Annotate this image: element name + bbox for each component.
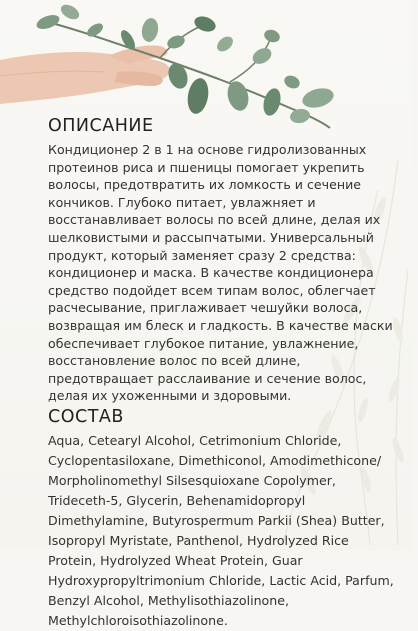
description-title: ОПИСАНИЕ xyxy=(48,116,154,136)
content-area xyxy=(48,114,394,631)
composition-title: СОСТАВ xyxy=(48,406,124,427)
composition-text: Aqua, Cetearyl Alcohol, Cetrimonium Chloride, Cyclopentasiloxane, Dimethiconol, Amodimethicone/ Morpholinomethyl Silsesquioxane Copolymer, Trideceth-5, Glycerin, Behenamidopropyl Dimethylamine, Butyrospermum Parkii (Shea) Butter, Isopropyl Myristate, Panthenol, Hydrolyzed Rice Protein, Hydrolyzed Wheat Protein, Guar Hydroxypropyltrimonium Chloride, Lactic Acid, Parfum, Benzyl Alcohol, Methylisothiazolinone, Methylchloroisothiazolinone. xyxy=(48,432,394,628)
description-text: Кондиционер 2 в 1 на основе гидролизованных протеинов риса и пшеницы помогает укрепить волосы, предотвратить их ломкость и сечение кончиков. Глубоко питает, увлажняет и восстанавливает волосы по всей длине, делая их шелковистыми и рассыпчатыми. Универсальный продукт, который заменяет сразу 2 средства: кондиционер и маска. В качестве кондиционера средство подойдет всем типам волос, облегчает расчесывание, приглаживает чешуйки волоса, возвращая им блеск и гладкость. В качестве маски обеспечивает глубокое питание, увлажнение, восстановление волос по всей длине, предотвращает расслаивание и сечение волос, делая их ухоженными и здоровыми. xyxy=(48,142,393,404)
